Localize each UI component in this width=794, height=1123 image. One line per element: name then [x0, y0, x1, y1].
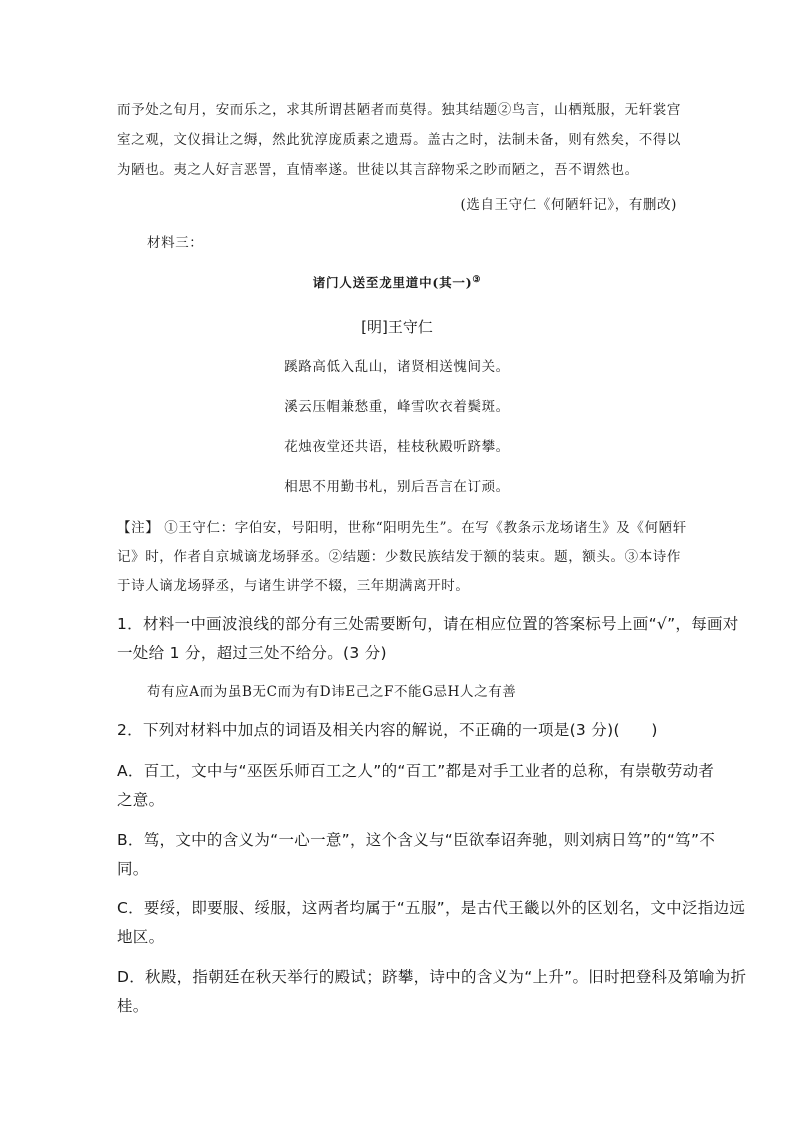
option-a-line-1: A．百工，文中与“巫医乐师百工之人”的“百工”都是对手工业者的总称，有崇敬劳动者 [117, 762, 715, 780]
question-2-stem: 2．下列对材料中加点的词语及相关内容的解说，不正确的一项是(3 分)( ) [117, 721, 658, 739]
poem-verse-2: 溪云压帽兼愁重，峰雪吹衣着鬓斑。 [284, 399, 510, 415]
option-d-line-2: 桂。 [117, 997, 149, 1015]
poem-author: [明]王守仁 [361, 318, 433, 336]
option-d-line-1: D．秋殿，指朝廷在秋天举行的殿试；跻攀，诗中的含义为“上升”。旧时把登科及第喻为折 [117, 968, 747, 986]
material2-line-2: 室之观，文仪揖让之缛，然此犹淳庞质素之遗焉。盖古之时，法制未备，则有然矣，不得以 [117, 132, 681, 148]
poem-title [0, 273, 794, 291]
question-1-line-2: 一处给 1 分，超过三处不给分。(3 分) [117, 644, 387, 662]
poem-verse-1: 蹊路高低入乱山，诸贤相送愧间关。 [284, 359, 510, 375]
material2-source: (选自王守仁《何陋轩记》，有删改) [460, 197, 677, 213]
option-b-line-2: 同。 [117, 860, 149, 878]
poem-title-note-mark: ③ [472, 274, 482, 285]
option-c-line-2: 地区。 [117, 928, 165, 946]
material3-heading: 材料三： [147, 235, 204, 251]
question-1-sentence: 苟有应A而为虽B无C而为有D讳E己之F不能G忌H人之有善 [147, 684, 517, 700]
option-c-line-1: C．要绥，即要服、绥服，这两者均属于“五服”，是古代王畿以外的区划名，文中泛指边远 [117, 899, 746, 917]
notes-line-3: 于诗人谪龙场驿丞，与诸生讲学不辍，三年期满离开时。 [117, 578, 470, 594]
material2-line-1: 而予处之旬月，安而乐之，求其所谓甚陋者而莫得。独其结题②鸟言，山栖羝服，无轩裳宫 [117, 102, 681, 118]
option-a-line-2: 之意。 [117, 791, 165, 809]
material2-line-3: 为陋也。夷之人好言恶詈，直情率遂。世徒以其言辞物采之眇而陋之，吾不谓然也。 [117, 162, 639, 178]
option-b-line-1: B．笃，文中的含义为“一心一意”，这个含义与“臣欲奉诏奔驰，则刘病日笃”的“笃”不 [117, 831, 716, 849]
notes-line-1: 【注】 ①王守仁：字伯安，号阳明，世称“阳明先生”。在写《教条示龙场诸生》及《何陋轩 [117, 520, 687, 536]
poem-verse-3: 花烛夜堂还共语，桂枝秋殿听跻攀。 [284, 439, 510, 455]
poem-verse-4: 相思不用勤书札，别后吾言在订顽。 [284, 479, 510, 495]
poem-title-text: 诸门人送至龙里道中(其一) [312, 275, 473, 290]
notes-line-2: 记》时，作者自京城谪龙场驿丞。②结题：少数民族结发于额的装束。题，额头。③本诗作 [117, 549, 681, 565]
question-1-line-1: 1．材料一中画波浪线的部分有三处需要断句，请在相应位置的答案标号上画“√”，每画对 [117, 615, 739, 633]
